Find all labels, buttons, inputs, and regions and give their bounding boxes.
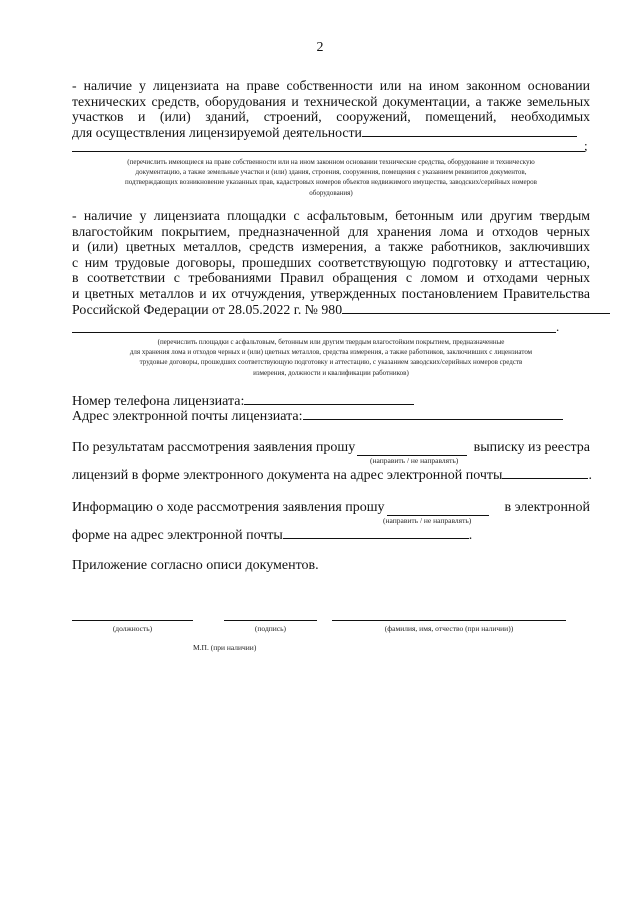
section1-line-4: для осуществления лицензируемой деятельности (72, 125, 590, 141)
extract-hint: (направить / не направлять) (370, 456, 459, 465)
section2-line-5: в соответствии с требованиями Правил обращения с ломом и отходами черных (72, 270, 590, 286)
extract-line-2 (72, 467, 592, 484)
section1-line-3: участков и (или) зданий, строений, сооружений, помещений, необходимых (72, 109, 590, 125)
section1-end-mark: ; (584, 138, 588, 153)
full-name-line[interactable] (332, 620, 566, 621)
section2-line-4: с ним трудовые договоры, прошедших соответствующую подготовку и аттестацию, (72, 254, 590, 270)
section1-line-1: - наличие у лицензиата на праве собственности или на ином законном основании (72, 78, 590, 93)
info-line-2 (72, 527, 472, 544)
extract-suffix: выписку из реестра (473, 440, 590, 455)
stamp-caption: М.П. (при наличии) (193, 643, 257, 652)
info-request-row (72, 500, 590, 516)
info-suffix: в электронной (504, 500, 590, 515)
phone-label: Номер телефона лицензиата: (72, 394, 245, 409)
email-field[interactable] (303, 408, 563, 420)
extract-email-field[interactable] (502, 467, 588, 479)
info-end-mark: . (468, 528, 473, 543)
extract-request-row (72, 440, 590, 456)
section2-line-3: и (или) цветных металлов, средств измерения, а также работников, заключивших (72, 239, 590, 255)
extract-prefix: По результатам рассмотрения заявления прошу (72, 440, 356, 455)
section1-note: (перечислить имеющиеся на праве собственности или на ином законном основании технические средства, оборудование и техническую документацию, а также земельные участки и (или) здания, строения, сооружения, помещения с указанием реквизитов документов, подтверждающих возникновение указанных прав, кадастровых номеров объектов недвижимого имущества, заводских/серийных номеров оборудования) (125, 158, 537, 197)
info-hint: (направить / не направлять) (383, 516, 472, 525)
section2-fill-line[interactable] (342, 302, 610, 314)
section2-line-7: Российской Федерации от 28.05.2022 г. № 980 (72, 302, 590, 318)
section-license-equipment (72, 78, 590, 140)
extract-choice-field[interactable] (357, 444, 467, 456)
signature-line[interactable] (224, 620, 317, 621)
section1-blank-line[interactable] (72, 151, 585, 152)
section1-line-2: технических средств, оборудования и технической документации, а также земельных (72, 93, 590, 109)
section1-fill-line[interactable] (362, 125, 577, 137)
signature-caption: (подпись) (254, 624, 287, 633)
extract-line2-text: лицензий в форме электронного документа на адрес электронной почты (72, 468, 503, 483)
email-row (72, 408, 563, 425)
section2-line-2: влагостойким покрытием, предназначенной для хранения лома и отходов черных (72, 223, 590, 239)
info-choice-field[interactable] (387, 504, 489, 516)
phone-field[interactable] (244, 393, 414, 405)
info-line2-text: форме на адрес электронной почты (72, 528, 283, 543)
page-number: 2 (316, 40, 324, 55)
section2-blank-line[interactable] (72, 332, 556, 333)
extract-end-mark: . (588, 468, 592, 483)
email-label: Адрес электронной почты лицензиата: (72, 409, 303, 424)
section-site-requirements (72, 208, 590, 317)
attachment-text: Приложение согласно описи документов. (72, 558, 319, 573)
section2-end-mark: . (556, 319, 560, 334)
section2-line-6: и цветных металлов и их отчуждения, утвержденных постановлением Правительства (72, 285, 590, 301)
position-caption: (должность) (112, 624, 153, 633)
full-name-caption: (фамилия, имя, отчество (при наличии)) (384, 624, 514, 633)
section2-note: (перечислить площадки с асфальтовым, бетонным или другим твердым влагостойким покрытием, предназначенные для хранения лома и отходов черных и (или) цветных металлов, средства измерения, а также работников, заключивших с лицензиатом трудовые договоры, прошедших соответствующую подготовку и аттестацию, с указанием заводских/серийных номеров средств измерения, должности и квалификации работников) (129, 338, 533, 377)
section2-line-1: - наличие у лицензиата площадки с асфальтовым, бетонным или другим твердым (72, 208, 590, 223)
position-line[interactable] (72, 620, 193, 621)
info-email-field[interactable] (283, 527, 469, 539)
info-prefix: Информацию о ходе рассмотрения заявления прошу (72, 500, 385, 515)
